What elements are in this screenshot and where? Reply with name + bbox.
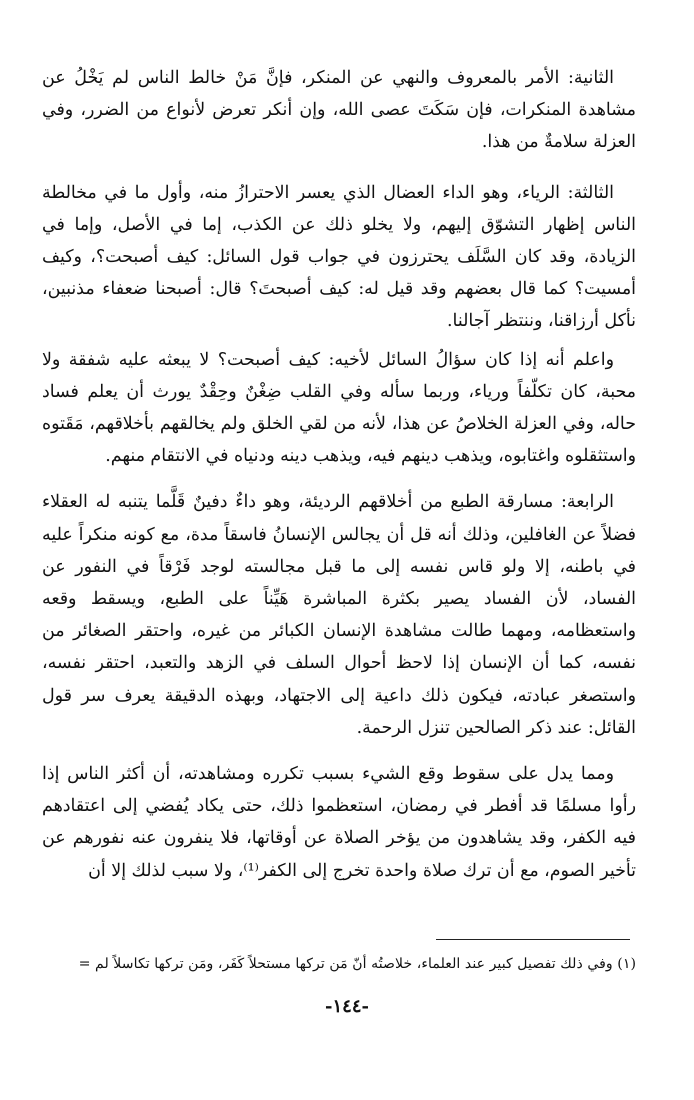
- page-number: -١٤٤-: [325, 996, 369, 1017]
- footnote-divider: [436, 939, 630, 940]
- paragraph-example: ومما يدل على سقوط وقع الشيء بسبب تكرره ومشاهدته، أن أكثر الناس إذا رأوا مسلمًا قد أفطر في رمضان، استعظموا ذلك، حتى يكاد يُفضي إلى اعتقادهم فيه الكفر، وقد يشاهدون من يؤخر الصلاة عن أوقاتها، فلا ينفرون عنه نفورهم عن تأخير الصوم، مع أن ترك صلاة واحدة تخرج إلى الكفر⁽¹⁾، ولا سبب لذلك إلا أن: [42, 764, 636, 881]
- paragraph-second-harm: الثانية: الأمر بالمعروف والنهي عن المنكر، فإنَّ مَنْ خالط الناس لم يَخْلُ عن مشاهدة المنكرات، فإن سَكَتَ عصى الله، وإن أنكر تعرض لأنواع من الضرر، وفي العزلة سلامةٌ من هذا.: [42, 68, 636, 153]
- footnote: (١) وفي ذلك تفصيل كبير عند العلماء، خلاصتُه أنّ مَن تركها مستحلاً كَفَر، ومَن تركها تكاسلاً لم =: [78, 956, 636, 972]
- paragraph-fourth-harm: الرابعة: مسارقة الطبع من أخلاقهم الرديئة، وهو داءٌ دفينٌ قَلَّما يتنبه له العقلاء فضلاً عن الغافلين، وذلك أنه قل أن يجالس الإنسانُ فاسقاً مدة، مع كونه منكراً عليه في باطنه، إلا ولو قاس نفسه إلى ما قبل مجالسته لوجد فَرْقاً في النفور عن الفساد، لأن الفساد يصير بكثرة المباشرة هَيِّناً على الطبع، ويسقط وقعه واستعظامه، ومهما طالت مشاهدة الإنسان الكبائر من غيره، واحتقر الصغائر من نفسه، كما أن الإنسان إذا لاحظ أحوال السلف في الزهد والتعبد، احتقر نفسه، واستصغر عبادته، فيكون ذلك داعية إلى الاجتهاد، وبهذه الدقيقة يعرف سر قول القائل: عند ذكر الصالحين تنزل الرحمة.: [42, 492, 636, 738]
- paragraph-third-harm: الثالثة: الرياء، وهو الداء العضال الذي يعسر الاحترازُ منه، وأول ما في مخالطة الناس إظهار التشوّق إليهم، ولا يخلو ذلك عن الكذب، إما في الأصل، وإما في الزيادة، وقد كان السَّلَف يحترزون في جواب قول السائل: كيف أصبحت؟، وكيف أمسيت؟ كما قال بعضهم وقد قيل له: كيف أصبحتَ؟ قال: أصبحنا ضعفاء مذنبين، نأكل أرزاقنا، وننتظر آجالنا.: [42, 182, 636, 332]
- main-text: [42, 62, 636, 887]
- paragraph-greeting-note: واعلم أنه إذا كان سؤالُ السائل لأخيه: كيف أصبحت؟ لا يبعثه عليه شفقة ولا محبة، كان تكلّفاً ورياء، وربما سأله وفي القلب ضِغْنٌ وحِقْدٌ يورث أن يعلم فساد حاله، وفي العزلة الخلاصُ عن هذا، لأنه من لقي الخلق ولم يخالقهم بأخلاقهم، مَقَتوه واستثقلوه واغتابوه، ويذهب دينهم فيه، ويذهب دينه ودنياه في الانتقام منهم.: [42, 349, 636, 467]
